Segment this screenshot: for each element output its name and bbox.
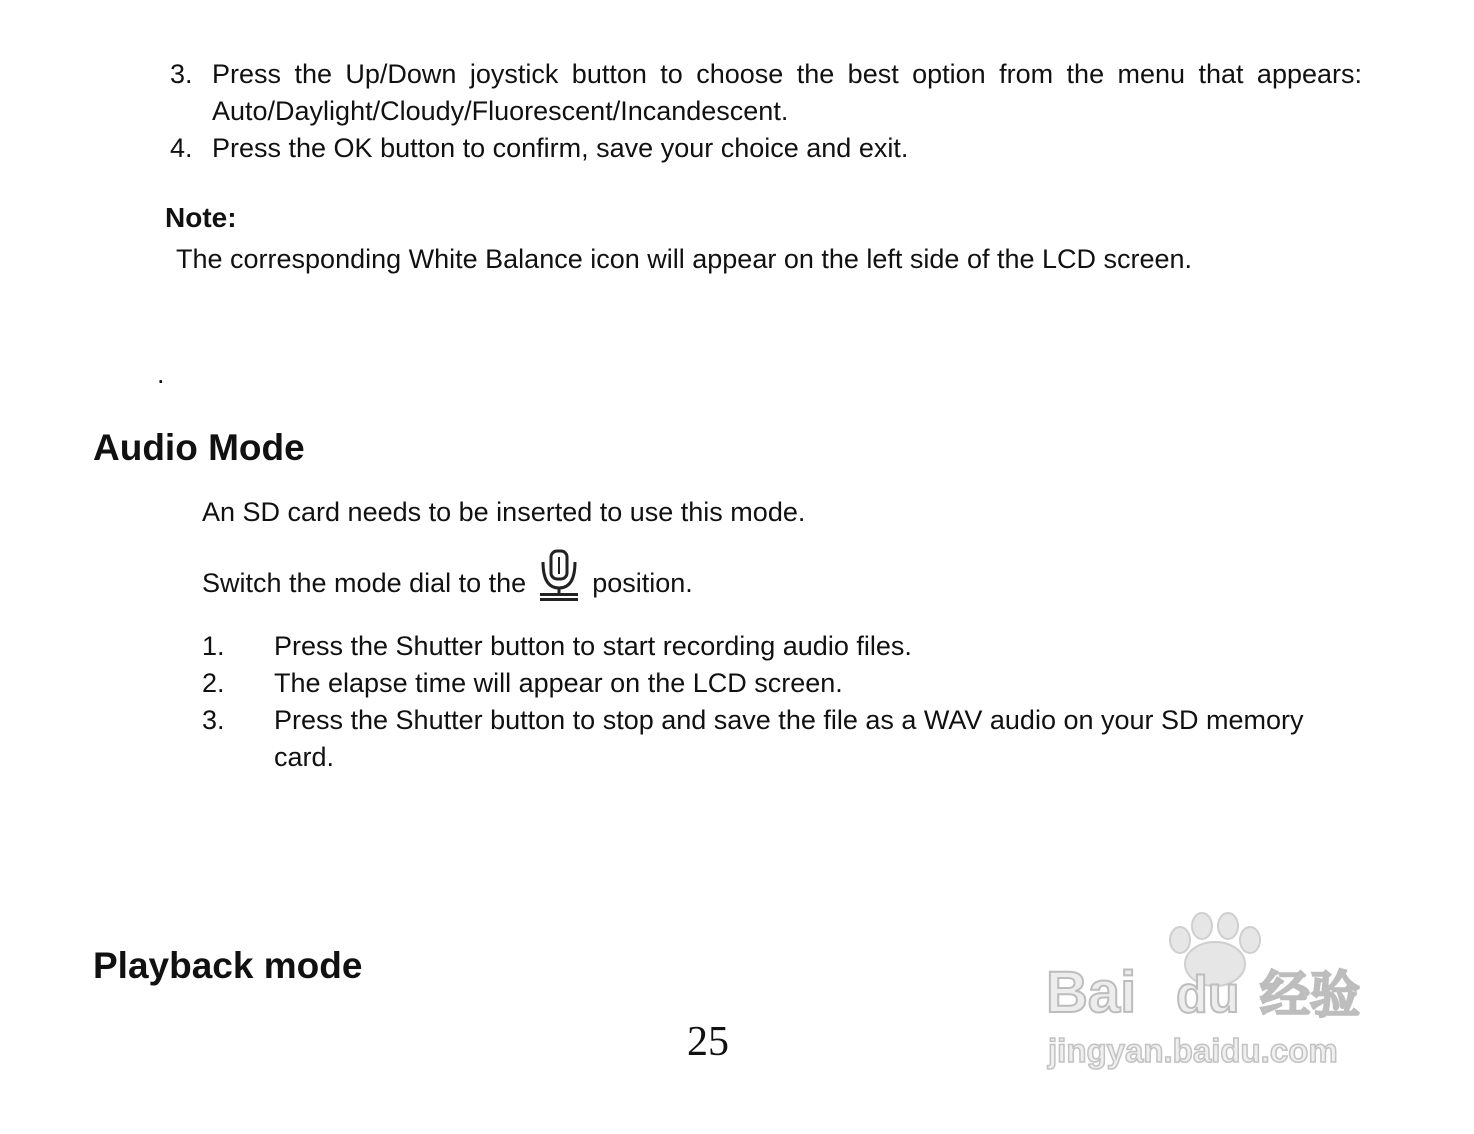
step-text: Press the Shutter button to start recording audio files. bbox=[274, 631, 912, 661]
step-number: 4. bbox=[170, 133, 193, 163]
sd-requirement-text: An SD card needs to be inserted to use this mode. bbox=[202, 497, 806, 527]
switch-text-after: position. bbox=[592, 568, 693, 598]
playback-mode-heading: Playback mode bbox=[93, 945, 363, 986]
svg-text:经验: 经验 bbox=[1260, 967, 1360, 1023]
switch-text-before: Switch the mode dial to the bbox=[202, 568, 527, 598]
list-item bbox=[170, 56, 1362, 130]
step-text: The elapse time will appear on the LCD screen. bbox=[274, 668, 843, 698]
step-number: 1. bbox=[202, 631, 225, 661]
step-number: 3. bbox=[170, 59, 193, 89]
list-item bbox=[170, 130, 1362, 167]
step-number: 3. bbox=[202, 705, 225, 735]
svg-text:du: du bbox=[1176, 966, 1240, 1024]
page-number: 25 bbox=[687, 1019, 729, 1065]
baidu-watermark-logo bbox=[1040, 912, 1390, 1082]
white-balance-steps bbox=[170, 56, 1362, 167]
list-item bbox=[202, 628, 1332, 665]
list-item bbox=[202, 665, 1332, 702]
audio-mode-heading: Audio Mode bbox=[93, 427, 305, 468]
microphone-icon bbox=[536, 548, 582, 602]
step-text: Press the Shutter button to stop and save the file as a WAV audio on your SD memory card. bbox=[274, 705, 1304, 772]
list-item bbox=[202, 702, 1332, 776]
note-body: The corresponding White Balance icon will appear on the left side of the LCD screen. bbox=[176, 244, 1193, 274]
stray-dot: . bbox=[157, 359, 165, 389]
step-number: 2. bbox=[202, 668, 225, 698]
mode-dial-instruction bbox=[202, 548, 693, 602]
svg-text:Bai: Bai bbox=[1046, 960, 1137, 1025]
audio-steps bbox=[202, 628, 1332, 776]
step-text: Press the OK button to confirm, save your choice and exit. bbox=[212, 133, 909, 163]
svg-text:jingyan.baidu.com: jingyan.baidu.com bbox=[1048, 1032, 1338, 1069]
note-heading: Note: bbox=[165, 202, 237, 233]
step-text: Press the Up/Down joystick button to choose the best option from the menu that appears: Auto/Daylight/Cloudy/Fluorescent/Incandescent. bbox=[212, 59, 1362, 126]
